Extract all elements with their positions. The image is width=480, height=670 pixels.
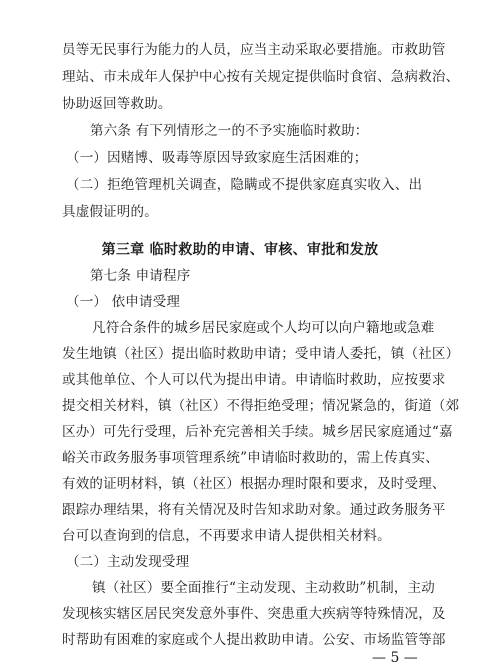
page-number: — 5 — xyxy=(372,650,418,666)
text-line: 峪关市政务服务事项管理系统”申请临时救助的，需上传真实、 xyxy=(62,450,440,466)
text-line: 凡符合条件的城乡居民家庭或个人均可以向户籍地或急难 xyxy=(92,320,435,336)
text-line: 时帮助有困难的家庭或个人提出救助申请。公安、市场监管等部 xyxy=(62,632,446,648)
list-item: （一）因赌博、吸毒等原因导致家庭生活困难的； xyxy=(66,150,368,166)
list-item: （二）拒绝管理机关调查，隐瞒或不提供家庭真实收入、出 xyxy=(66,177,423,193)
text-line: 台可以查询到的信息，不再要求申请人提供相关材料。 xyxy=(62,528,391,544)
section-heading: （二）主动发现受理 xyxy=(66,554,190,570)
text-line: 跟踪办理结果，将有关情况及时告知求助对象。通过政务服务平 xyxy=(62,502,446,518)
text-line: 区办）可先行受理，后补充完善相关手续。城乡居民家庭通过“嘉 xyxy=(62,424,453,440)
chapter-heading: 第三章 临时救助的申请、审核、审批和发放 xyxy=(101,242,379,258)
article-6-heading: 第六条 有下列情形之一的不予实施临时救助： xyxy=(90,123,369,139)
text-line: 有效的证明材料，镇（社区）根据办理时限和要求，及时受理、 xyxy=(62,476,446,492)
text-line: 提交相关材料，镇（社区）不得拒绝受理；情况紧急的，街道（郊 xyxy=(62,398,460,414)
article-7-heading: 第七条 申请程序 xyxy=(90,268,191,284)
text-line: 具虚假证明的。 xyxy=(62,204,158,220)
text-line: 协助返回等救助。 xyxy=(62,96,172,112)
text-line: 或其他单位、个人可以代为提出申请。申请临时救助，应按要求 xyxy=(62,372,446,388)
text-line: 镇（社区）要全面推行“主动发现、主动救助”机制，主动 xyxy=(92,580,436,596)
text-line: 发生地镇（社区）提出临时救助申请；受申请人委托，镇（社区） xyxy=(62,346,460,362)
section-heading: （一） 依申请受理 xyxy=(66,294,181,310)
text-line: 发现核实辖区居民突发意外事件、突患重大疾病等特殊情况，及 xyxy=(62,606,446,622)
text-line: 理站、市未成年人保护中心按有关规定提供临时食宿、急病救治、 xyxy=(62,69,460,85)
text-line: 员等无民事行为能力的人员，应当主动采取必要措施。市救助管 xyxy=(62,42,446,58)
